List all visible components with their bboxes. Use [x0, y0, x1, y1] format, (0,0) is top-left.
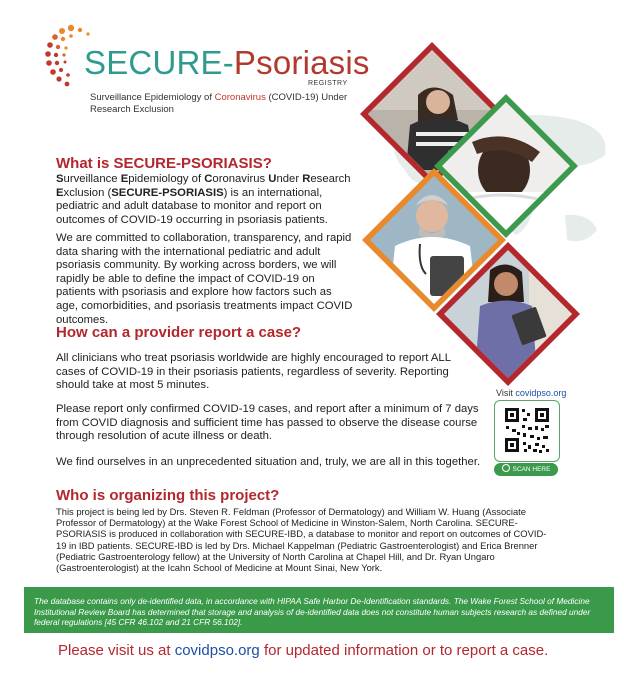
scan-icon	[502, 464, 510, 472]
what-is-paragraph	[56, 173, 356, 227]
report-paragraph-1: All clinicians who treat psoriasis worldwide are highly encouraged to report ALL cases of COVID-19 in their psoriasis patients, regardless of severity. Reporting should take at most 5 minutes.	[56, 352, 451, 392]
logo-brand-part1: SECURE-	[84, 44, 234, 81]
what-is-text-segment: E	[56, 186, 64, 199]
what-is-text-segment: C	[204, 173, 213, 185]
visit-link[interactable]: covidpso.org	[515, 388, 567, 398]
report-paragraph-3: We find ourselves in an unprecedented situation and, truly, we are all in this together.	[56, 456, 481, 468]
report-paragraph-2: Please report only confirmed COVID-19 cases, and report after a minimum of 7 days from COVID diagnosis and sufficient time has passed to observe the disease course through resolution of acute illness or death.	[56, 403, 479, 443]
logo-subtitle-red: Coronavirus	[214, 92, 266, 103]
section-heading-report: How can a provider report a case?	[56, 324, 302, 341]
logo-subtitle-post: (COVID-19) Under Research Exclusion	[90, 92, 348, 115]
scan-here-button[interactable]	[494, 463, 558, 476]
disclaimer-text: The database contains only de-identified data, in accordance with HIPAA Safe Harbor De-Identification standards. The Wake Forest School of Medicine Institutional Review Board has determined that storage and analysis of de-identified data does not constitute human subjects research as defined under federal regulations [45 CFR 46.102 and 21 CFR 56.102].	[34, 596, 591, 627]
section-heading-organizing: Who is organizing this project?	[56, 487, 280, 504]
what-is-text-segment: pidemiology of	[128, 173, 205, 185]
what-is-text-segment: ) is an international, pediatric and adult database to monitor and report on outcomes of COVID-19 occurring in psoriasis patients.	[56, 186, 328, 226]
footer-pre: Please visit us at	[58, 642, 175, 659]
footer-link[interactable]: covidpso.org	[174, 642, 260, 659]
what-is-text-segment: nder	[276, 173, 303, 185]
logo-wordmark	[84, 44, 370, 82]
logo-subtitle	[90, 92, 360, 116]
what-is-text-segment: xclusion (	[63, 186, 112, 199]
visit-label	[496, 388, 566, 398]
qr-code-icon	[495, 401, 559, 461]
logo-registry-label: REGISTRY	[308, 80, 348, 87]
footer-call-to-action	[58, 642, 548, 659]
what-is-text-segment: esearch	[310, 173, 351, 185]
disclaimer-banner	[24, 587, 614, 633]
what-is-text-segment: R	[302, 173, 311, 185]
qr-code[interactable]	[494, 400, 560, 462]
section-heading-what-is: What is SECURE-PSORIASIS?	[56, 155, 272, 172]
visit-prefix: Visit	[496, 388, 516, 398]
footer-post: for updated information or to report a case.	[259, 642, 549, 659]
what-is-text-segment: urveillance	[63, 173, 121, 185]
logo-subtitle-pre: Surveillance Epidemiology of	[90, 92, 215, 103]
what-is-text-segment: E	[120, 173, 129, 185]
scan-here-label: SCAN HERE	[512, 466, 551, 473]
commitment-paragraph: We are committed to collaboration, transparency, and rapid data sharing with the international pediatric and adult psoriasis community. By working across borders, we will rapidly be able to define the impact of COVID-19 on patients with psoriasis and explore how factors such as age, comorbidities, and psoriasis treatments impact COVID outcomes.	[56, 232, 353, 326]
what-is-text-segment: oronavirus	[212, 173, 269, 185]
organizing-paragraph: This project is being led by Drs. Steven R. Feldman (Professor of Dermatology) and William W. Huang (Associate Professor of Dermatology) at the Wake Forest School of Medicine in Winston-Salem, North Carolina. SECURE-PSORIASIS is produced in collaboration with SECURE-IBD, a database to monitor and report on outcomes of COVID-19 in IBD patients. SECURE-IBD is led by Drs. Michael Kappelman (Pediatric Gastroenterologist) and Erica Brenner (Pediatric Gastroenterology fellow) at the University of North Carolina at Chapel Hill, and Dr. Ryan Ungaro (Gastroenterologist) at the Icahn School of Medicine at Mount Sinai, New York.	[56, 506, 547, 574]
what-is-text-segment: SECURE-PSORIASIS	[111, 186, 224, 199]
what-is-text-segment: U	[268, 173, 277, 185]
what-is-text-segment: S	[56, 173, 64, 185]
logo-brand-part2: Psoriasis	[233, 44, 370, 81]
